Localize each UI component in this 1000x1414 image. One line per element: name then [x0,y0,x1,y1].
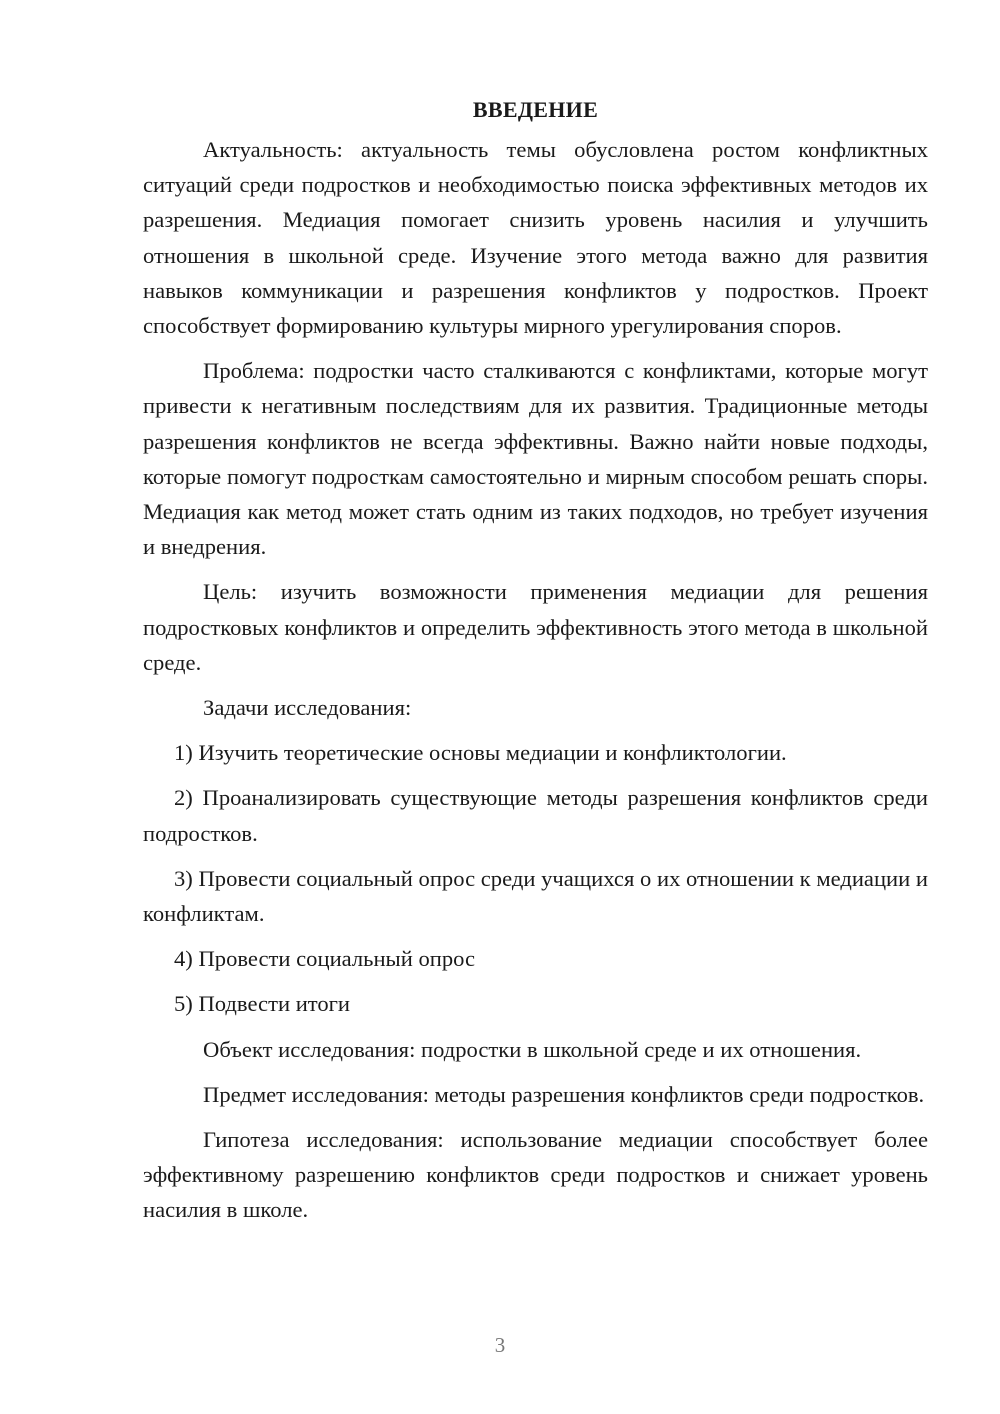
document-page [143,92,928,1238]
task-item: 3) Провести социальный опрос среди учащихся о их отношении к медиации и конфликтам. [143,865,928,927]
goal-paragraph: Цель: изучить возможности применения медиации для решения подростковых конфликтов и определить эффективность этого метода в школьной среде. [143,579,928,675]
task-item: 2) Проанализировать существующие методы разрешения конфликтов среди подростков. [143,785,928,846]
hypothesis-paragraph: Гипотеза исследования: использование медиации способствует более эффективному разрешению конфликтов среди подростков и снижает уровень насилия в школе. [143,1127,928,1223]
object-paragraph: Объект исследования: подростки в школьной среде и их отношения. [203,1036,862,1062]
task-item: 1) Изучить теоретические основы медиации и конфликтологии. [174,740,787,766]
page-title: ВВЕДЕНИЕ [472,97,599,122]
tasks-heading: Задачи исследования: [203,695,412,721]
subject-paragraph: Предмет исследования: методы разрешения конфликтов среди подростков. [203,1081,925,1107]
page-number: 3 [494,1333,506,1357]
task-item: 4) Провести социальный опрос [174,946,476,972]
relevance-paragraph: Актуальность: актуальность темы обусловлена ростом конфликтных ситуаций среди подростков и необходимостью поиска эффективных методов их разрешения. Медиация помогает снизить уровень насилия и улучшить отношения в школьной среде. Изучение этого метода важно для развития навыков коммуникации и разрешения конфликтов у подростков. Проект способствует формированию культуры мирного урегулирования споров. [143,137,928,339]
task-item: 5) Подвести итоги [174,991,351,1017]
problem-paragraph: Проблема: подростки часто сталкиваются с конфликтами, которые могут привести к негативным последствиям для их развития. Традиционные методы разрешения конфликтов не всегда эффективны. Важно найти новые подходы, которые помогут подросткам самостоятельно и мирным способом решать споры. Медиация как метод может стать одним из таких подходов, но требует изучения и внедрения. [143,358,928,560]
